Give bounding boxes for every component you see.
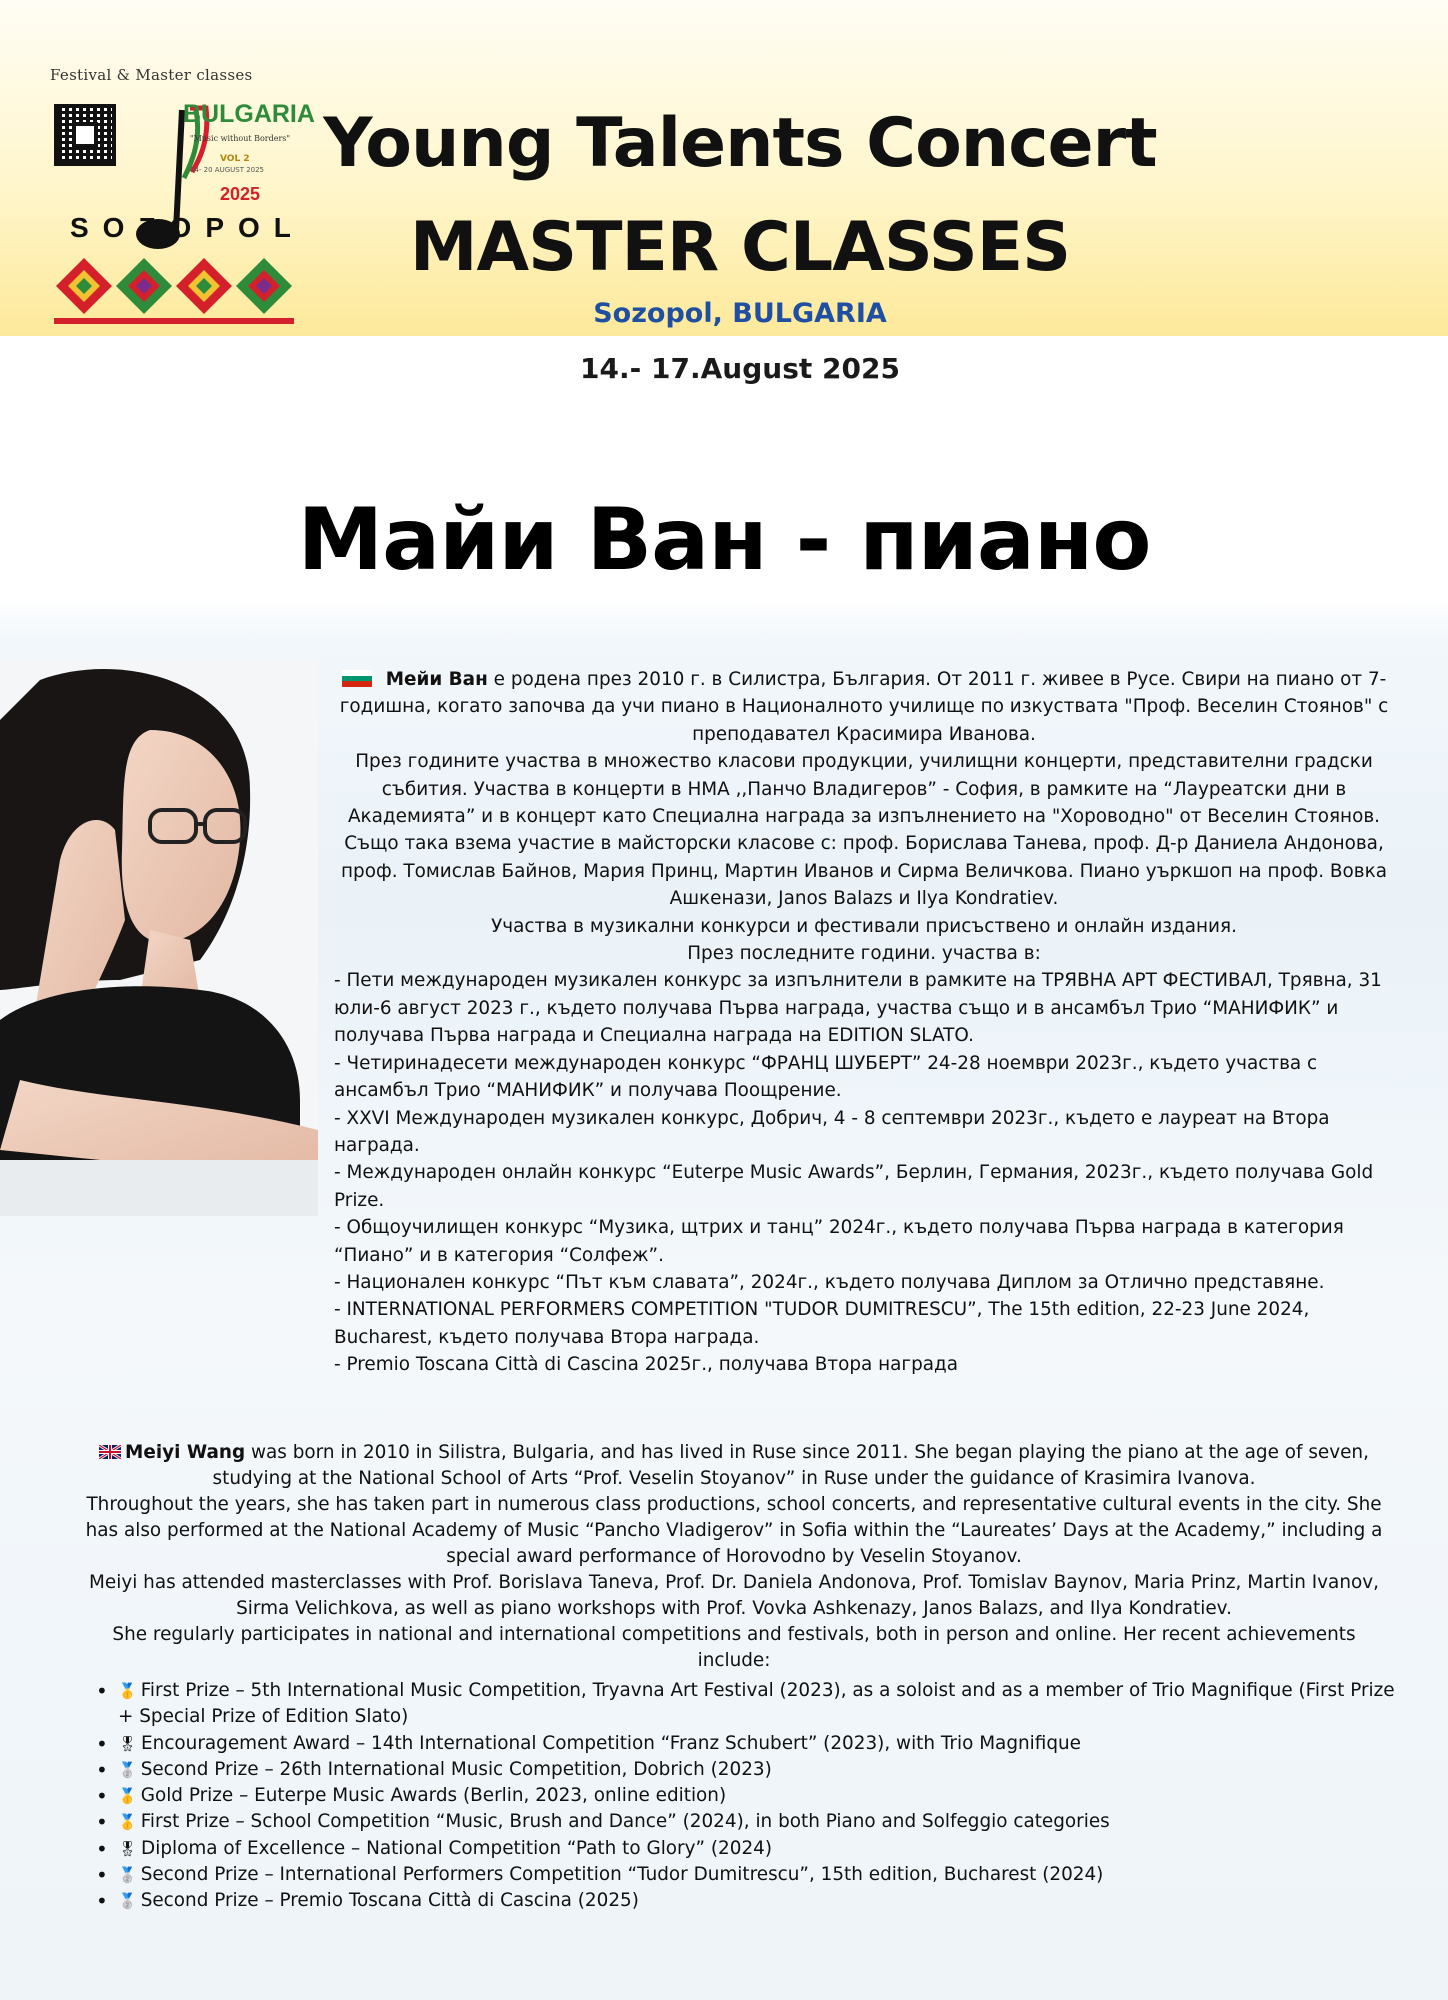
achievement-text: Second Prize – International Performers Competition “Tudor Dumitrescu”, 15th edition, Bucharest (2024) [140, 1864, 1104, 1886]
achievement-item [98, 1757, 1398, 1783]
achievement-item [98, 1836, 1398, 1862]
achievement-text: Diploma of Excellence – National Competition “Path to Glory” (2024) [141, 1837, 773, 1859]
achievement-text: Second Prize – 26th International Music Competition, Dobrich (2023) [140, 1758, 772, 1780]
bg-bio-paragraph-5: През последните години. участва в: [687, 943, 1041, 965]
logo-dates: 14- 20 AUGUST 2025 [190, 166, 265, 174]
achievement-text: Encouragement Award – 14th International Competition “Franz Schubert” (2023), with Trio Magnifique [141, 1732, 1081, 1754]
logo-volume: VOL 2 [220, 154, 250, 164]
bg-bio-item: - Международен онлайн конкурс “Euterpe Music Awards”, Берлин, Германия, 2023г., където получава Gold Prize. [334, 1162, 1374, 1211]
achievement-text: First Prize – 5th International Music Competition, Tryavna Art Festival (2023), as a soloist and as a member of Trio Magnifique (First Prize + Special Prize of Edition Slato) [118, 1680, 1395, 1728]
uk-flag-icon [99, 1445, 121, 1459]
en-bio-paragraph-2: Throughout the years, she has taken part in numerous class productions, school concerts, and representative cultural events in the city. She has also performed at the National Academy of Music “Pancho Vladigerov” in Sofia within the “Laureates’ Days at the Academy,” including a special award performance of Horovodno by Veselin Stoyanov. [85, 1494, 1383, 1567]
bulgaria-flag-icon [342, 670, 372, 687]
qr-code [54, 104, 116, 166]
achievements-list [98, 1678, 1398, 1915]
achievement-item [98, 1862, 1398, 1888]
bg-bio-item: - Пети международен музикален конкурс за изпълнители в рамките на ТРЯВНА АРТ ФЕСТИВАЛ, Трявна, 31 юли-6 август 2023 г., където получава Първа награда, участва също и в ансамбъл Трио “МАНИФИК” и получава Първа награда и Специална награда на EDITION SLATO. [334, 970, 1382, 1047]
en-bio-paragraph-1 [84, 1440, 1384, 1492]
medal-icon: 🥈 [118, 1892, 137, 1911]
medal-icon: 🥇 [118, 1813, 137, 1832]
medal-icon: 🎖 [118, 1734, 138, 1753]
bg-bio-paragraph-3: Също така взема участие в майсторски класове с: проф. Борислава Танева, проф. Д-р Даниела Андонова, проф. Томислав Байнов, Мария Принц, Мартин Иванов и Сирма Величкова. Пиано уъркшоп на проф. Вовка Ашкенази, Janos Balazs и Ilya Kondratiev. [341, 833, 1387, 910]
bg-bio-paragraph-4: Участва в музикални конкурси и фестивали присъствено и онлайн издания. [491, 915, 1237, 937]
bg-bio-item: - Национален конкурс “Път към славата”, 2024г., където получава Диплом за Отлично представяне. [334, 1271, 1325, 1293]
logo-country: BULGARIA [183, 100, 315, 128]
achievement-item [98, 1678, 1398, 1731]
performer-photo [0, 660, 318, 1216]
medal-icon: 🥇 [118, 1787, 137, 1806]
performer-heading: Майи Ван - пиано [297, 490, 1151, 590]
en-bio-name: Meiyi Wang [125, 1442, 246, 1463]
logo-subtitle: "Music without Borders" [189, 134, 291, 143]
location: Sozopol, BULGARIA [593, 298, 887, 329]
en-bio-paragraph-3: Meiyi has attended masterclasses with Prof. Borislava Taneva, Prof. Dr. Daniela Andonova, Prof. Tomislav Baynov, Maria Prinz, Martin Ivanov, Sirma Velichkova, as well as piano workshops with Prof. Vovka Ashkenazy, Janos Balazs, and Ilya Kondratiev. [89, 1572, 1379, 1619]
logo-city: SOZOPOL [70, 212, 305, 243]
english-bio [84, 1440, 1384, 1674]
achievement-item [98, 1731, 1398, 1757]
en-bio-paragraph-4: She regularly participates in national and international competitions and festivals, both in person and online. Her recent achievements include: [112, 1624, 1356, 1671]
logo-year: 2025 [220, 184, 261, 204]
bg-bio-item: - Premio Toscana Città di Cascina 2025г., получава Втора награда [334, 1354, 958, 1376]
medal-icon: 🥇 [118, 1682, 137, 1700]
logo-caption: Festival & Master classes [50, 66, 253, 84]
title-line-1: Young Talents Concert [323, 104, 1157, 183]
bg-bio-p1-text: е родена през 2010 г. в Силистра, България. От 2011 г. живее в Русе. Свири на пиано от 7-годишна, когато започва да учи пиано в Националното училище по изкуствата "Проф. Веселин Стоянов" с преподавател Красимира Иванова. [339, 669, 1389, 745]
title-line-2: MASTER CLASSES [409, 208, 1071, 287]
achievement-item [98, 1888, 1398, 1914]
achievement-text: First Prize – School Competition “Music, Brush and Dance” (2024), in both Piano and Solfeggio categories [140, 1811, 1110, 1833]
medal-icon: 🎖 [118, 1839, 138, 1858]
medal-icon: 🥈 [118, 1760, 137, 1779]
bg-bio-item: - INTERNATIONAL PERFORMERS COMPETITION "TUDOR DUMITRESCU”, The 15th edition, 22-23 June 2024, Bucharest, където получава Втора награда. [334, 1299, 1310, 1348]
bg-bio-paragraph-2: През годините участва в множество класови продукции, училищни концерти, представителни градски събития. Участва в концерти в НМА ,,Панчо Владигеров” - София, в рамките на “Лауреатски дни в Академията” и в концерт като Специална награда за изпълнението на "Хороводно" от Веселин Стоянов. [347, 751, 1381, 828]
achievement-item [98, 1783, 1398, 1809]
bg-bio-name: Мейи Ван [385, 669, 488, 690]
bg-bio-paragraph-1 [334, 666, 1394, 748]
bulgarian-bio [334, 666, 1394, 1379]
achievement-text: Second Prize – Premio Toscana Città di Cascina (2025) [140, 1890, 639, 1912]
achievement-item [98, 1809, 1398, 1835]
bg-bio-item: - Четиринадесети международен конкурс “ФРАНЦ ШУБЕРТ” 24-28 ноември 2023г., където участва с ансамбъл Трио “МАНИФИК” и получава Поощрение. [334, 1052, 1318, 1102]
en-bio-p1-text: was born in 2010 in Silistra, Bulgaria, and has lived in Ruse since 2011. She began playing the piano at the age of seven, studying at the National School of Arts “Prof. Veselin Stoyanov” in Ruse under the guidance of Krasimira Ivanova. [212, 1442, 1369, 1489]
bg-bio-item: - XXVI Международен музикален конкурс, Добрич, 4 - 8 септември 2023г., където е лауреат на Втора награда. [334, 1107, 1330, 1156]
event-dates: 14.- 17.August 2025 [580, 352, 900, 385]
medal-icon: 🥈 [118, 1866, 137, 1885]
achievement-text: Gold Prize – Euterpe Music Awards (Berlin, 2023, online edition) [140, 1785, 727, 1807]
bg-bio-item: - Общоучилищен конкурс “Музика, щтрих и танц” 2024г., където получава Първа награда в категория “Пиано” и в категория “Солфеж”. [334, 1217, 1344, 1266]
